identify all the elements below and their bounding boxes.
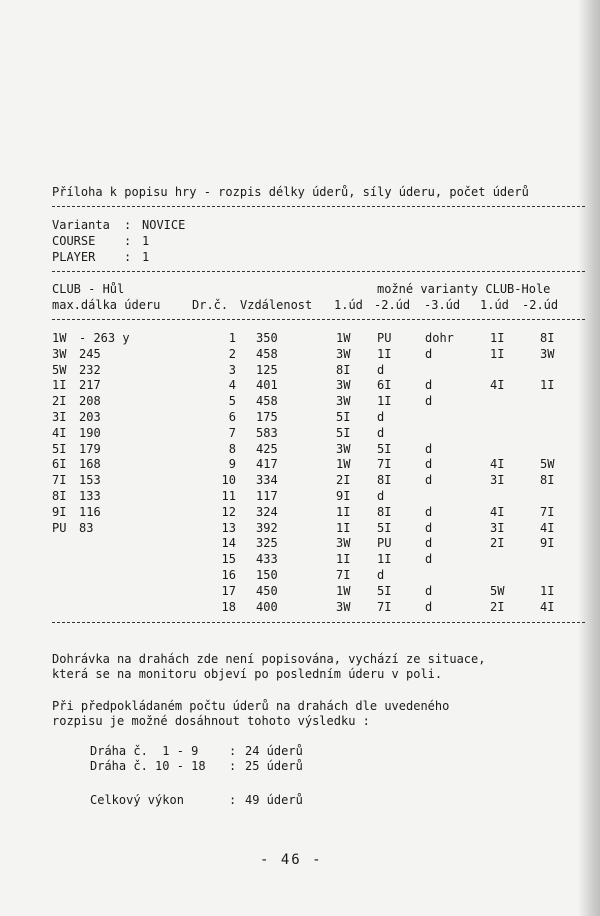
club-name: 6I (52, 457, 67, 472)
hole-number: 15 (221, 552, 236, 567)
shot-3: d (425, 520, 433, 535)
shot-3: d (425, 441, 433, 456)
hole-distance: 450 (256, 583, 278, 598)
hole-distance: 350 (256, 331, 278, 345)
hole-number: 11 (221, 489, 236, 503)
shot-3: dohr (425, 331, 454, 345)
shot-1: 1I (336, 520, 351, 535)
result-value: 24 úderů (245, 744, 303, 758)
hole-distance: 401 (256, 378, 278, 393)
shot-3: d (425, 504, 433, 519)
hole-number: 10 (221, 473, 236, 488)
shot-1: 2I (336, 473, 351, 488)
paragraph-line: která se na monitoru objeví po posledním úderu v poli. (52, 667, 443, 681)
hole-distance: 417 (256, 457, 278, 472)
result-sep: : (229, 744, 237, 758)
hole-number: 8 (228, 441, 236, 456)
club-name: 8I (52, 489, 67, 503)
info-label: COURSE (52, 234, 96, 248)
hole-distance: 433 (256, 552, 278, 567)
hole-number: 5 (228, 394, 236, 409)
result-label: Dráha č. 1 - 9 (90, 744, 206, 758)
hole-number: 9 (228, 457, 236, 472)
club-name: 5I (52, 441, 67, 456)
hole-number: 16 (221, 568, 236, 582)
shot-5: 1I (540, 378, 555, 393)
shot-2: 1I (377, 552, 392, 567)
club-name: 7I (52, 473, 67, 488)
result-sep: : (229, 759, 237, 773)
header-club: CLUB - Hůl (52, 282, 125, 296)
club-distance: - 263 y (79, 331, 130, 345)
divider (52, 622, 585, 623)
club-distance: 116 (79, 504, 101, 519)
header-shot-5: -2.úd (522, 298, 559, 312)
shot-3: d (425, 599, 433, 614)
shot-1: 5I (336, 425, 351, 440)
total-value: 49 úderů (245, 793, 303, 807)
shot-3: d (425, 394, 433, 409)
shot-1: 5I (336, 410, 351, 424)
hole-number: 17 (221, 583, 236, 598)
shot-3: d (425, 457, 433, 472)
shot-1: 1I (336, 504, 351, 519)
hole-number: 7 (228, 425, 236, 440)
shot-2: d (377, 362, 385, 377)
shot-2: 8I (377, 504, 392, 519)
shot-3: d (425, 378, 433, 393)
info-label: PLAYER (52, 250, 96, 264)
hole-number: 4 (228, 378, 236, 393)
hole-distance: 458 (256, 394, 278, 409)
shot-1: 1W (336, 583, 351, 598)
shot-2: 5I (377, 441, 392, 456)
shot-2: PU (377, 536, 392, 551)
hole-number: 12 (221, 504, 236, 519)
hole-distance: 400 (256, 599, 278, 614)
shot-3: d (425, 346, 433, 361)
shot-2: 6I (377, 378, 392, 393)
shot-3: d (425, 536, 433, 551)
hole-distance: 458 (256, 346, 278, 361)
club-name: 3I (52, 410, 67, 424)
shot-2: PU (377, 331, 392, 345)
shot-1: 3W (336, 394, 351, 409)
page-number: - 46 - (260, 852, 323, 868)
hole-number: 18 (221, 599, 236, 614)
shot-2: d (377, 410, 385, 424)
hole-number: 1 (228, 331, 236, 345)
hole-distance: 324 (256, 504, 278, 519)
divider (52, 206, 585, 207)
shot-5: 8I (540, 331, 555, 345)
shot-5: 8I (540, 473, 555, 488)
shot-4: 1I (490, 331, 505, 345)
shot-5: 9I (540, 536, 555, 551)
shot-4: 4I (490, 504, 505, 519)
shot-5: 4I (540, 599, 555, 614)
info-sep: : (124, 250, 132, 264)
shot-5: 1I (540, 583, 555, 598)
shot-3: d (425, 583, 433, 598)
hole-distance: 583 (256, 425, 278, 440)
shot-1: 3W (336, 536, 351, 551)
divider (52, 271, 585, 272)
hole-distance: 125 (256, 362, 278, 377)
shot-5: 3W (540, 346, 555, 361)
paragraph-line: Při předpokládaném počtu úderů na drahách dle uvedeného (52, 699, 450, 713)
hole-distance: 392 (256, 520, 278, 535)
paragraph-line: rozpisu je možné dosáhnout tohoto výsledku : (52, 714, 370, 728)
hole-distance: 334 (256, 473, 278, 488)
result-label: Dráha č. 10 - 18 (90, 759, 206, 773)
club-distance: 245 (79, 346, 101, 361)
hole-distance: 425 (256, 441, 278, 456)
club-name: 4I (52, 425, 67, 440)
club-distance: 232 (79, 362, 101, 377)
shot-4: 4I (490, 457, 505, 472)
shot-2: 7I (377, 599, 392, 614)
shot-2: d (377, 425, 385, 440)
info-label: Varianta (52, 218, 110, 232)
info-value: 1 (142, 250, 150, 264)
club-name: 1I (52, 378, 67, 393)
club-distance: 179 (79, 441, 101, 456)
shot-4: 5W (490, 583, 505, 598)
info-sep: : (124, 218, 132, 232)
hole-number: 14 (221, 536, 236, 551)
paragraph-line: Dohrávka na drahách zde není popisována, vychází ze situace, (52, 652, 486, 666)
shot-4: 2I (490, 536, 505, 551)
header-shot-2: -2.úd (374, 298, 411, 312)
header-distance: Vzdálenost (240, 298, 313, 312)
shot-1: 9I (336, 489, 351, 503)
shot-1: 7I (336, 568, 351, 582)
club-distance: 83 (79, 520, 94, 535)
header-variants: možné varianty CLUB-Hole (377, 282, 551, 296)
club-distance: 153 (79, 473, 101, 488)
club-distance: 208 (79, 394, 101, 409)
shot-5: 4I (540, 520, 555, 535)
club-name: PU (52, 520, 67, 535)
shot-1: 3W (336, 441, 351, 456)
club-distance: 217 (79, 378, 101, 393)
shot-1: 1I (336, 552, 351, 567)
shot-1: 8I (336, 362, 351, 377)
club-distance: 203 (79, 410, 101, 424)
shot-4: 3I (490, 520, 505, 535)
header-shot-3: -3.úd (424, 298, 461, 312)
shot-4: 1I (490, 346, 505, 361)
club-name: 3W (52, 346, 67, 361)
shot-1: 1W (336, 331, 351, 345)
info-sep: : (124, 234, 132, 248)
club-distance: 133 (79, 489, 101, 503)
shot-4: 4I (490, 378, 505, 393)
shot-2: 5I (377, 520, 392, 535)
shot-2: d (377, 489, 385, 503)
shot-1: 3W (336, 599, 351, 614)
hole-distance: 117 (256, 489, 278, 503)
club-name: 9I (52, 504, 67, 519)
header-max-distance: max.dálka úderu (52, 298, 161, 312)
club-name: 2I (52, 394, 67, 409)
shot-4: 3I (490, 473, 505, 488)
shot-2: 1I (377, 394, 392, 409)
total-label: Celkový výkon (90, 793, 206, 807)
document-title: Příloha k popisu hry - rozpis délky úderů, síly úderu, počet úderů (52, 185, 529, 199)
page-edge-shadow (578, 0, 600, 916)
shot-2: 7I (377, 457, 392, 472)
hole-distance: 150 (256, 568, 278, 582)
shot-1: 3W (336, 378, 351, 393)
shot-2: 5I (377, 583, 392, 598)
info-value: NOVICE (142, 218, 186, 232)
hole-number: 6 (228, 410, 236, 424)
header-shot-1: 1.úd (334, 298, 363, 312)
hole-number: 13 (221, 520, 236, 535)
shot-5: 5W (540, 457, 555, 472)
club-distance: 190 (79, 425, 101, 440)
shot-2: 1I (377, 346, 392, 361)
club-name: 5W (52, 362, 67, 377)
shot-3: d (425, 473, 433, 488)
shot-2: d (377, 568, 385, 582)
club-name: 1W (52, 331, 67, 345)
info-value: 1 (142, 234, 150, 248)
hole-distance: 325 (256, 536, 278, 551)
hole-number: 3 (228, 362, 236, 377)
header-shot-4: 1.úd (480, 298, 509, 312)
divider (52, 319, 585, 320)
club-distance: 168 (79, 457, 101, 472)
hole-distance: 175 (256, 410, 278, 424)
shot-1: 1W (336, 457, 351, 472)
shot-5: 7I (540, 504, 555, 519)
shot-4: 2I (490, 599, 505, 614)
hole-number: 2 (228, 346, 236, 361)
shot-2: 8I (377, 473, 392, 488)
total-sep: : (229, 793, 237, 807)
result-value: 25 úderů (245, 759, 303, 773)
shot-3: d (425, 552, 433, 567)
header-hole: Dr.č. (192, 298, 229, 312)
shot-1: 3W (336, 346, 351, 361)
